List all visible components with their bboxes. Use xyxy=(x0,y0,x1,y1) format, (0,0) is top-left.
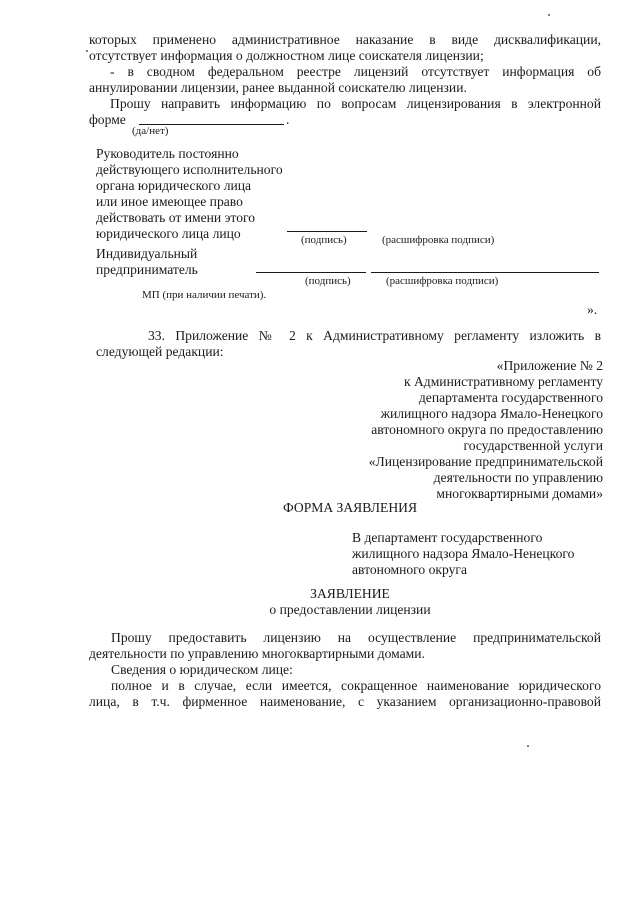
item-33-line: следующей редакции: xyxy=(96,344,224,359)
decoding-hint: (расшифровка подписи) xyxy=(386,275,499,287)
text-line: Прошу направить информацию по вопросам лицензирования в электронной xyxy=(110,96,601,111)
appendix-line: автономного округа по предоставлению xyxy=(371,422,603,437)
appendix-line: жилищного надзора Ямало-Ненецкого xyxy=(380,406,603,421)
statement-title: ЗАЯВЛЕНИЕ xyxy=(310,586,390,601)
signature-hint: (подпись) xyxy=(305,275,351,287)
appendix-line: государственной услуги xyxy=(463,438,603,453)
signer-line: или иное имеющее право xyxy=(96,194,243,209)
signer-line: действовать от имени этого xyxy=(96,210,256,225)
text-line: аннулировании лицензии, ранее выданной соискателю лицензии. xyxy=(89,80,467,95)
item-33-line: 33. Приложение № 2 к Административному регламенту изложить в xyxy=(148,328,601,343)
period: . xyxy=(286,112,290,127)
appendix-line: «Приложение № 2 xyxy=(496,358,603,373)
body-line: полное и в случае, если имеется, сокращенное наименование юридического xyxy=(111,678,601,693)
stamp-note: МП (при наличии печати). xyxy=(142,289,267,301)
form-title: ФОРМА ЗАЯВЛЕНИЯ xyxy=(282,500,418,515)
signer-line: органа юридического лица xyxy=(96,178,252,193)
signer-line: Руководитель постоянно xyxy=(96,146,239,161)
ip-line: предприниматель xyxy=(96,262,198,277)
body-line: Сведения о юридическом лице: xyxy=(111,662,293,677)
appendix-line: «Лицензирование предпринимательской xyxy=(368,454,603,469)
appendix-line: департамента государственного xyxy=(418,390,603,405)
text-line: отсутствует информация о должностном лице соискателя лицензии; xyxy=(89,48,484,63)
signature-line xyxy=(256,272,366,273)
text-line: - в сводном федеральном реестре лицензий отсутствует информация об xyxy=(110,64,601,79)
addressee-line: автономного округа xyxy=(352,562,468,577)
signer-line: действующего исполнительного xyxy=(96,162,283,177)
body-line: лица, в т.ч. фирменное наименование, с указанием организационно-правовой xyxy=(89,694,601,709)
statement-subtitle: о предоставлении лицензии xyxy=(269,602,431,617)
scan-speck xyxy=(86,50,88,52)
addressee-line: В департамент государственного xyxy=(352,530,543,545)
ip-line: Индивидуальный xyxy=(96,246,198,261)
body-line: деятельности по управлению многоквартирными домами. xyxy=(89,646,425,661)
signature-line xyxy=(287,231,367,232)
decoding-hint: (расшифровка подписи) xyxy=(382,234,495,246)
appendix-line: деятельности по управлению xyxy=(433,470,603,485)
yes-no-hint: (да/нет) xyxy=(132,125,169,137)
form-label: форме xyxy=(89,112,126,127)
body-line: Прошу предоставить лицензию на осуществление предпринимательской xyxy=(111,630,601,645)
signer-line: юридического лица лицо xyxy=(96,226,241,241)
closing-quote: ». xyxy=(587,302,598,317)
signature-hint: (подпись) xyxy=(301,234,347,246)
scan-speck xyxy=(548,14,550,16)
text-line: которых применено административное наказание в виде дисквалификации, xyxy=(89,32,601,47)
scan-speck xyxy=(527,745,529,747)
appendix-line: многоквартирными домами» xyxy=(436,486,603,501)
addressee-line: жилищного надзора Ямало-Ненецкого xyxy=(352,546,575,561)
appendix-line: к Административному регламенту xyxy=(403,374,603,389)
decoding-line xyxy=(371,272,599,273)
